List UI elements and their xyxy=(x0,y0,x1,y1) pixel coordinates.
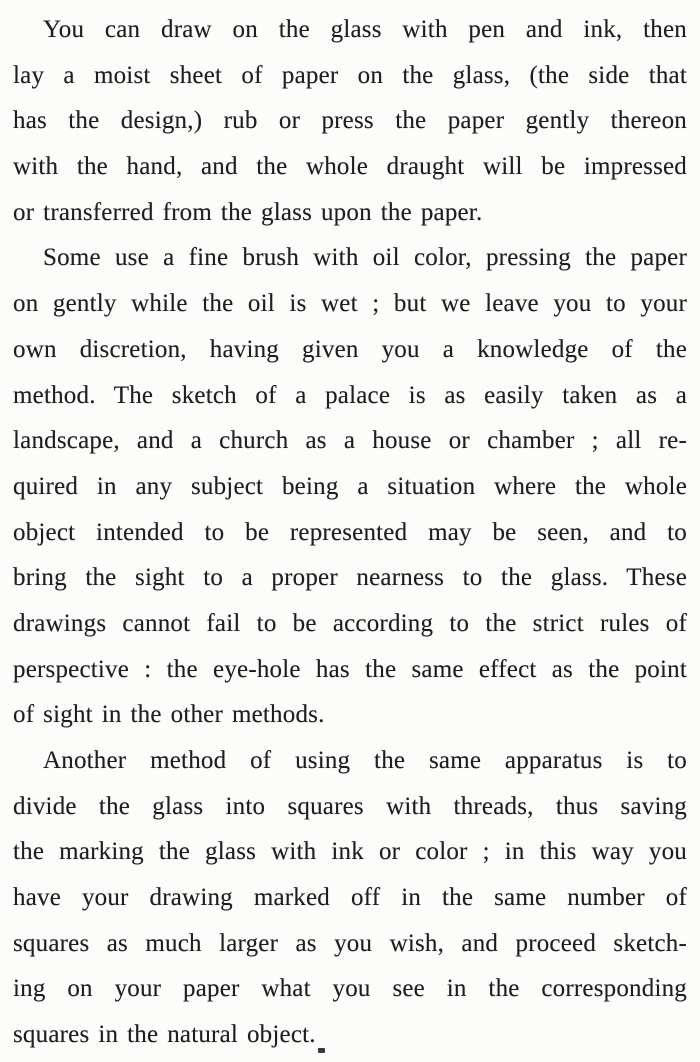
text-line: squares in the natural object. xyxy=(13,1021,316,1049)
text-line: You can draw on the glass with pen and ink, then xyxy=(43,16,687,43)
text-line: has the design,) rub or press the paper gently thereon xyxy=(13,107,687,135)
text-line: Another method of using the same apparatus is to xyxy=(43,747,687,774)
paragraph xyxy=(13,7,687,235)
text-line: object intended to be represented may be seen, and to xyxy=(13,518,687,546)
text-line: divide the glass into squares with threads, thus saving xyxy=(13,792,687,820)
text-line: on gently while the oil is wet ; but we leave you to your xyxy=(13,290,687,318)
paragraph xyxy=(13,738,687,1058)
text-line: bring the sight to a proper nearness to the glass. These xyxy=(13,564,687,592)
text-line: perspective : the eye-hole has the same effect as the point xyxy=(13,655,687,683)
paragraph xyxy=(13,235,687,738)
text-line: have your drawing marked off in the same number of xyxy=(13,884,687,912)
text-line: lay a moist sheet of paper on the glass, (the side that xyxy=(13,61,687,89)
text-line: squares as much larger as you wish, and proceed sketch- xyxy=(13,929,687,957)
ink-speck xyxy=(318,1048,325,1053)
text-line: the marking the glass with ink or color ; in this way you xyxy=(13,838,687,866)
text-line: with the hand, and the whole draught will be impressed xyxy=(13,153,687,181)
text-line: method. The sketch of a palace is as easily taken as a xyxy=(13,381,687,409)
text-line: quired in any subject being a situation where the whole xyxy=(13,472,687,500)
text-line: drawings cannot fail to be according to the strict rules of xyxy=(13,609,687,637)
text-line: Some use a fine brush with oil color, pressing the paper xyxy=(43,244,687,272)
text-line: of sight in the other methods. xyxy=(13,701,325,729)
text-line: or transferred from the glass upon the paper. xyxy=(13,198,483,226)
text-line: landscape, and a church as a house or chamber ; all re- xyxy=(13,427,687,455)
text-line: ing on your paper what you see in the corresponding xyxy=(13,975,687,1003)
text-line: own discretion, having given you a knowledge of the xyxy=(13,335,687,363)
